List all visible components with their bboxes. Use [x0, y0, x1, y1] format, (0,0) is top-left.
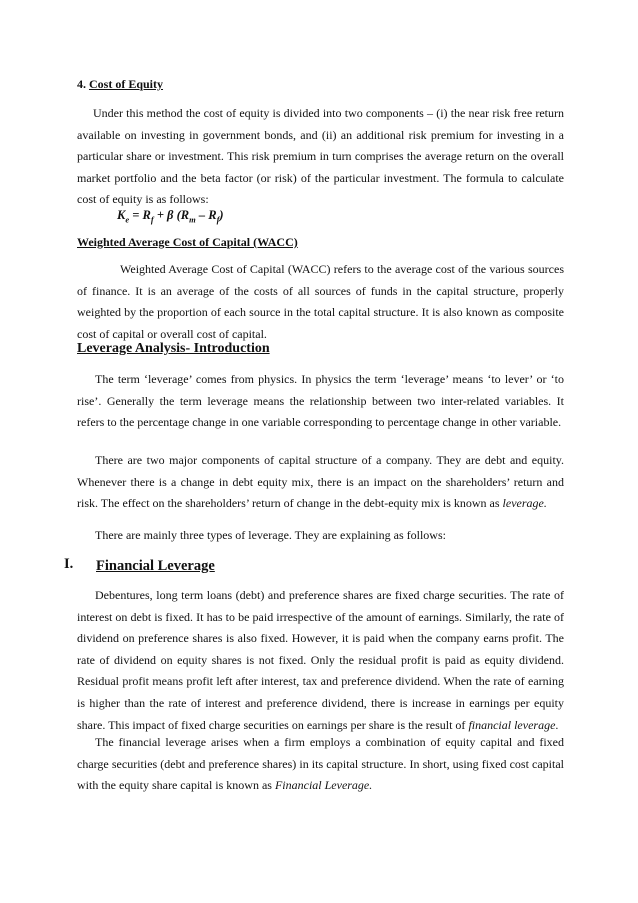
formula-part: – R [195, 208, 217, 222]
paragraph-text: The financial leverage arises when a firm employs a combination of equity capital and fixed charge securities (debt and preference shares) in its capital structure. In short, using fixed cost capital with the equity share capital is known as [77, 735, 564, 793]
paragraph-text: There are two major components of capital structure of a company. They are debt and equity. Whenever there is a change in debt equity mix, there is an impact on the shareholders’ return and risk. The effect on the shareholders’ return of change in the debt-equity mix is known as [77, 453, 564, 511]
paragraph-text: The term ‘leverage’ comes from physics. In physics the term ‘leverage’ means ‘to lever’ or ‘to rise’. Generally the term leverage means the relationship between two inter-related variables. It refers to the percentage change in one variable corresponding to percentage change in other variable. [77, 372, 564, 430]
paragraph-text: Weighted Average Cost of Capital (WACC) refers to the average cost of the various sources of finance. It is an average of the costs of all sources of funds in the capital structure, properly weighted by the proportion of each source in the total capital structure. It is also known as composite cost of capital or overall cost of capital. [77, 262, 564, 341]
paragraph-text: Under this method the cost of equity is divided into two components – (i) the near risk free return available on investing in government bonds, and (ii) an additional risk premium for investing in a particular share or investment. This risk premium in turn comprises the average return on the overall market portfolio and the beta factor (or risk) of the particular investment. The formula to calculate cost of equity is as follows: [77, 106, 564, 207]
wacc-heading: Weighted Average Cost of Capital (WACC) [77, 235, 298, 249]
formula-part: = R [129, 208, 151, 222]
leverage-paragraph-3 [77, 525, 564, 547]
leverage-heading: Leverage Analysis- Introduction [77, 341, 270, 356]
formula-part: ) [219, 208, 224, 222]
formula-part: K [117, 208, 126, 222]
formula-part: + β (R [153, 208, 190, 222]
italic-term: Financial Leverage. [274, 778, 373, 793]
financial-leverage-heading: Financial Leverage [96, 558, 215, 574]
financial-paragraph-1 [77, 585, 564, 736]
roman-numeral: I. [64, 556, 74, 572]
paragraph-text: Debentures, long term loans (debt) and preference shares are fixed charge securities. The rate of interest on debt is fixed. It has to be paid irrespective of the amount of earnings. Similarly, the rate of dividend on preference shares is also fixed. However, it is paid when the company earns profit. The rate of dividend on equity shares is not fixed. Only the residual profit is paid as equity dividend. Residual profit means profit left after interest, tax and preference dividend. When the rate of earning is higher than the rate of interest and preference dividend, there is increase in earnings per equity share. This impact of fixed charge securities on earnings per share is the result of [77, 588, 564, 732]
italic-term: leverage. [502, 496, 547, 511]
formula-sub: m [189, 214, 196, 225]
financial-paragraph-2 [77, 732, 564, 797]
paragraph-text: There are mainly three types of leverage. They are explaining as follows: [95, 528, 446, 542]
leverage-paragraph-2 [77, 450, 564, 515]
cost-of-equity-formula [117, 208, 224, 225]
formula-sub: f [216, 214, 220, 225]
section-4-heading [77, 74, 163, 96]
section-number: 4. [77, 77, 86, 91]
wacc-paragraph [77, 259, 564, 345]
formula-sub: e [125, 214, 130, 225]
leverage-paragraph-1 [77, 369, 564, 434]
formula-sub: f [150, 214, 154, 225]
italic-term: financial leverage [468, 717, 556, 732]
paragraph-text: . [555, 717, 559, 732]
section-title: Cost of Equity [89, 77, 164, 91]
cost-of-equity-paragraph [77, 103, 564, 211]
